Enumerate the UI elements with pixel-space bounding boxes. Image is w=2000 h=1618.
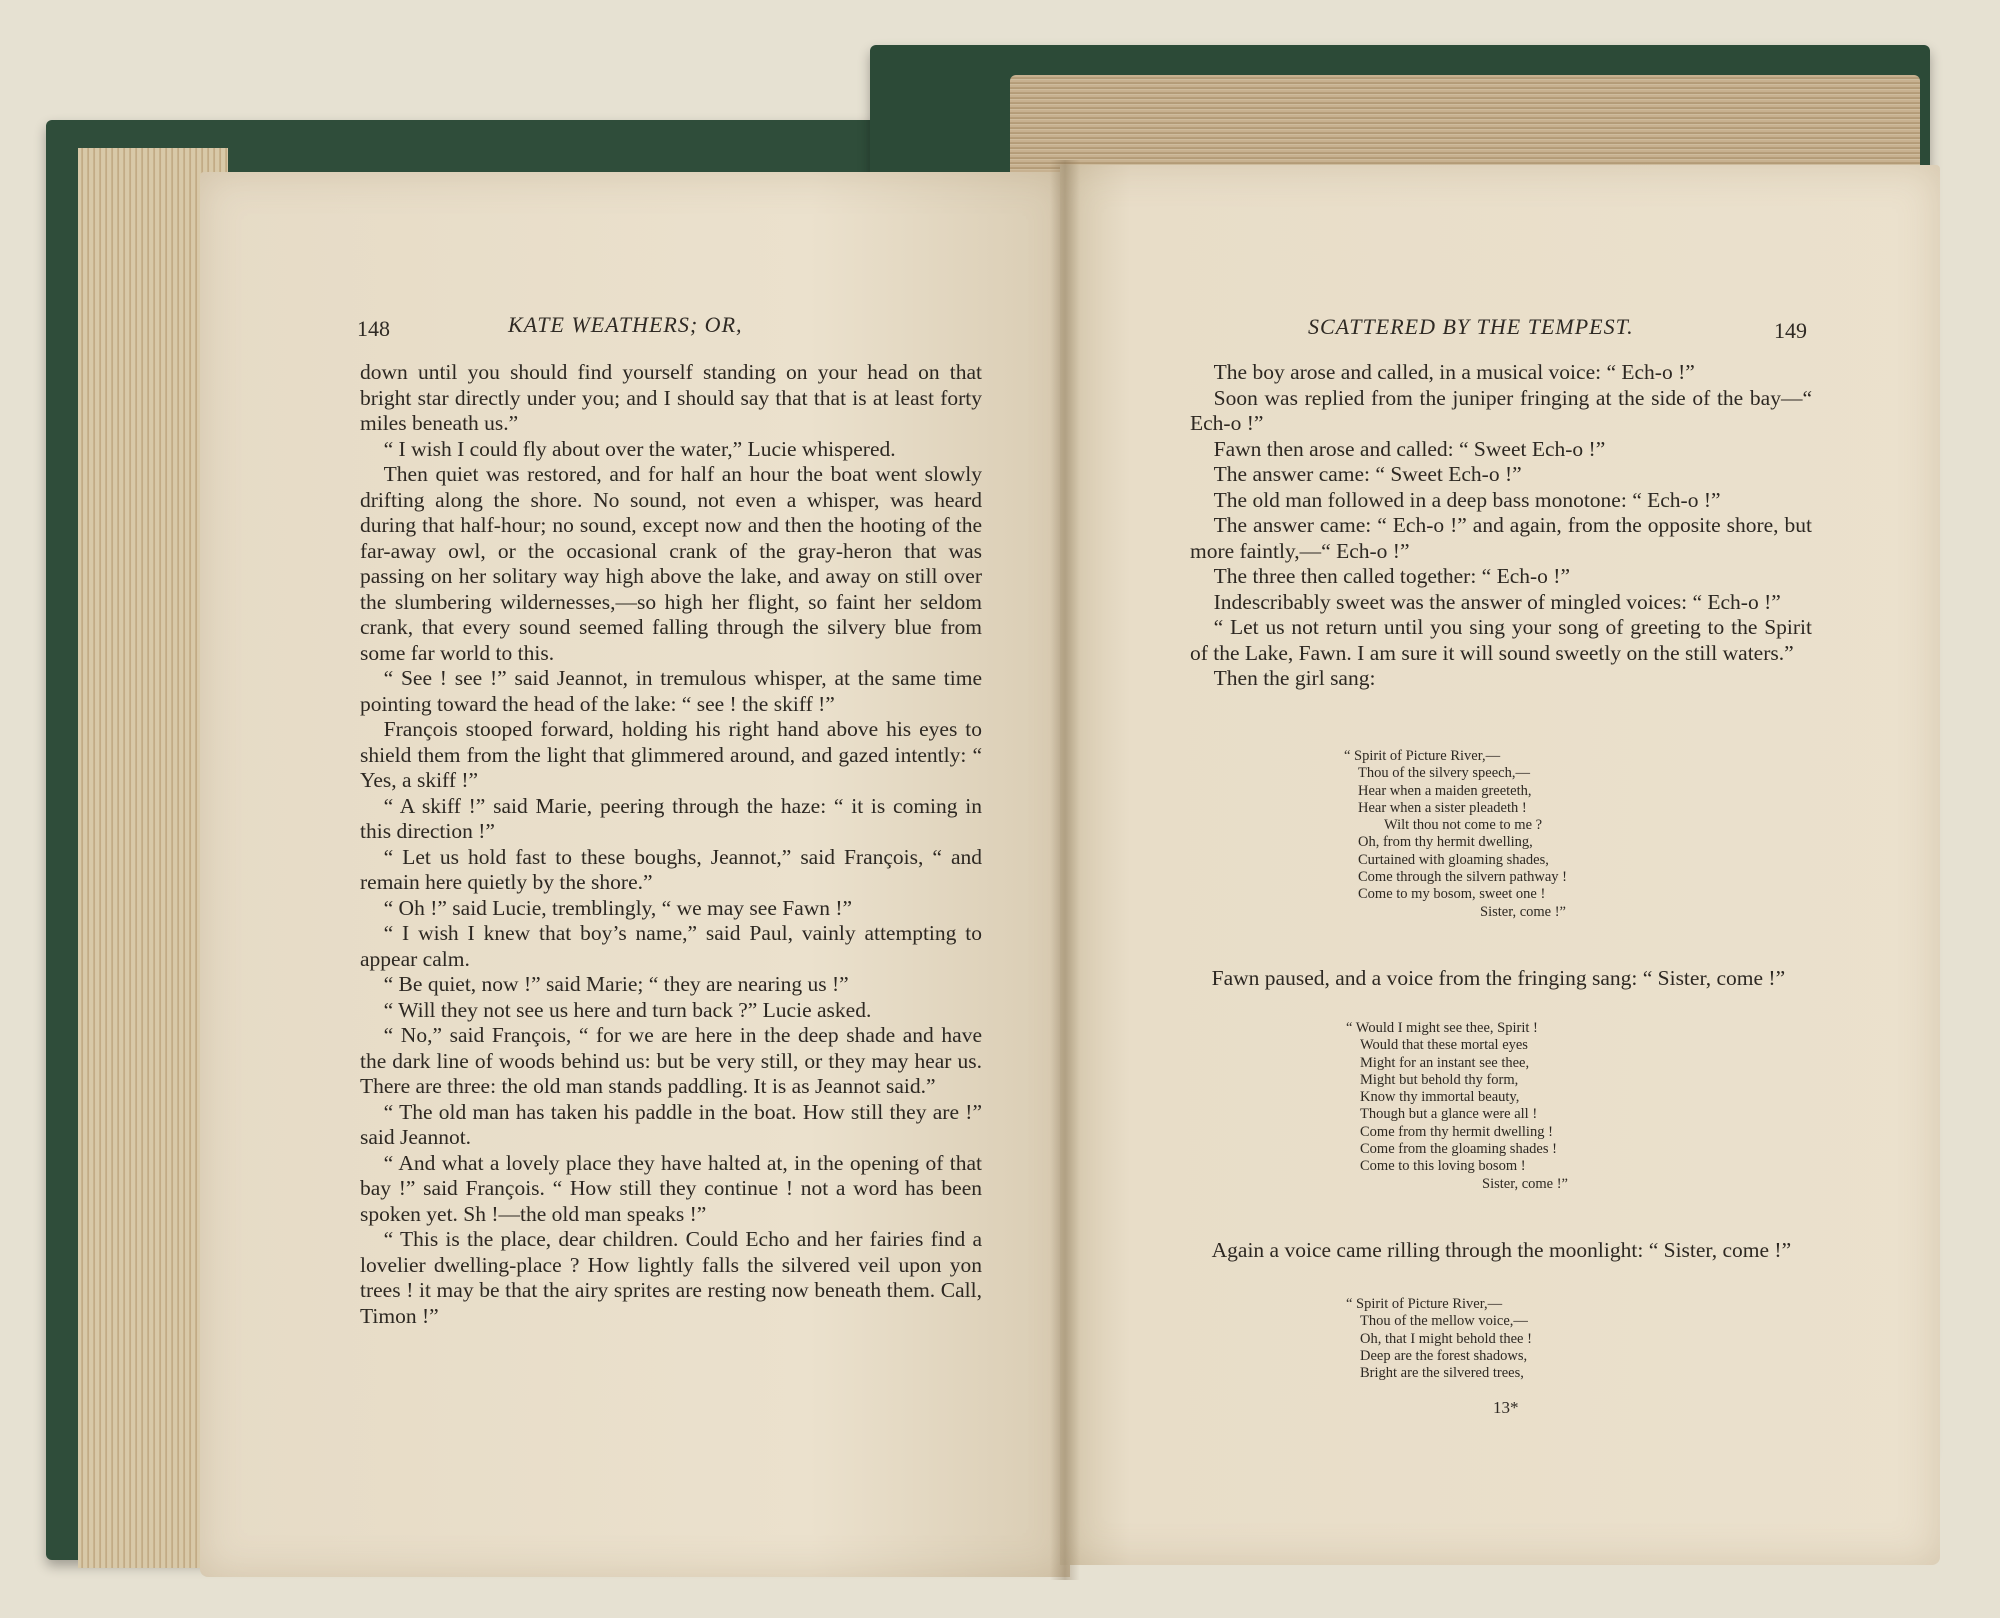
poem-line: Thou of the silvery speech,— <box>1358 765 1530 782</box>
paragraph: The boy arose and called, in a musical voice: “ Ech-o !” <box>1213 360 1695 384</box>
paragraph: “ Oh !” said Lucie, tremblingly, “ we may see Fawn !” <box>383 895 853 920</box>
paragraph: “ Will they not see us here and turn back ?” Lucie asked. <box>383 997 872 1022</box>
paragraph: “ A skiff !” said Marie, peering through the haze: “ it is coming in this direction !” <box>360 793 982 843</box>
paragraph: “ And what a lovely place they have halted at, in the opening of that bay !” said François. “ How still they continue ! not a word has been spoken yet. Sh !—the old man speaks !” <box>360 1150 982 1226</box>
right-running-head: SCATTERED BY THE TEMPEST. <box>1308 314 1634 339</box>
right-page-paragraph-lower <box>1188 1238 1812 1264</box>
poem-line: Bright are the silvered trees, <box>1360 1365 1524 1382</box>
poem-line: Hear when a maiden greeteth, <box>1358 782 1532 799</box>
book-gutter <box>1050 160 1080 1580</box>
paragraph: “ I wish I knew that boy’s name,” said Paul, vainly attempting to appear calm. <box>360 921 982 971</box>
paragraph: “ This is the place, dear children. Could Echo and her fairies find a lovelier dwelling-place ? How lightly falls the silvered veil upon yon trees ! it may be that the airy sprites are resting now beneath them. Call, Timon !” <box>360 1227 982 1328</box>
poem-stanza-1 <box>1344 748 1567 921</box>
paragraph: “ No,” said François, “ for we are here in the deep shade and have the dark line of woods behind us: but be very still, or they may hear us. There are three: the old man stands paddling. It is as Jeannot said.” <box>360 1023 982 1098</box>
poem-line: Oh, from thy hermit dwelling, <box>1358 834 1533 851</box>
poem-line: “ Would I might see thee, Spirit ! <box>1346 1020 1538 1036</box>
poem-line: Oh, that I might behold thee ! <box>1360 1330 1532 1347</box>
paragraph: The answer came: “ Ech-o !” and again, from the opposite shore, but more faintly,—“ Ech-o !” <box>1190 513 1812 563</box>
poem-line: Curtained with gloaming shades, <box>1358 851 1549 868</box>
right-page-number: 149 <box>1774 318 1807 343</box>
poem-stanza-3 <box>1346 1296 1532 1382</box>
page-edges-right <box>1010 75 1920 175</box>
poem-line: Wilt thou not come to me ? <box>1384 817 1543 834</box>
paragraph: Indescribably sweet was the answer of mingled voices: “ Ech-o !” <box>1213 589 1781 614</box>
paragraph: “ Let us hold fast to these boughs, Jeannot,” said François, “ and remain here quietly by the shore.” <box>360 844 982 894</box>
paragraph: down until you should find yourself standing on your head on that bright star directly under you; and I should say that that is at least forty miles beneath us.” <box>360 360 982 435</box>
paragraph: The three then called together: “ Ech-o !” <box>1213 564 1570 588</box>
poem-line: Might but behold thy form, <box>1360 1071 1519 1088</box>
poem-line: Hear when a sister pleadeth ! <box>1358 799 1527 816</box>
right-page-text-top <box>1190 360 1812 692</box>
poem-line: Come to this loving bosom ! <box>1360 1158 1526 1175</box>
paragraph: The old man followed in a deep bass monotone: “ Ech-o !” <box>1213 487 1721 512</box>
right-page-paragraph-middle <box>1188 966 1812 992</box>
paragraph: “ I wish I could fly about over the water,” Lucie whispered. <box>383 436 896 461</box>
poem-line: Deep are the forest shadows, <box>1360 1347 1528 1364</box>
poem-line: Sister, come !” <box>1482 1175 1568 1192</box>
paragraph: The answer came: “ Sweet Ech-o !” <box>1213 462 1522 486</box>
paragraph: “ See ! see !” said Jeannot, in tremulous whisper, at the same time pointing toward the head of the lake: “ see ! the skiff !” <box>360 666 982 716</box>
paragraph: Fawn then arose and called: “ Sweet Ech-o !” <box>1213 436 1606 461</box>
poem-line: Come through the silvern pathway ! <box>1358 869 1567 886</box>
poem-line: Might for an instant see thee, <box>1360 1054 1530 1071</box>
poem-stanza-2 <box>1346 1020 1568 1193</box>
left-page-number: 148 <box>357 316 390 341</box>
poem-line: “ Spirit of Picture River,— <box>1346 1296 1503 1312</box>
poem-line: Come from thy hermit dwelling ! <box>1360 1123 1553 1140</box>
left-running-head: KATE WEATHERS; OR, <box>508 312 743 337</box>
paragraph: Fawn paused, and a voice from the fringing sang: “ Sister, come !” <box>1211 966 1786 990</box>
paragraph: “ The old man has taken his paddle in the boat. How still they are !” said Jeannot. <box>360 1099 982 1149</box>
poem-line: Sister, come !” <box>1480 903 1566 920</box>
paragraph: François stooped forward, holding his right hand above his eyes to shield them from the light that glimmered around, and gazed intently: “ Yes, a skiff !” <box>360 717 982 792</box>
paragraph: “ Be quiet, now !” said Marie; “ they are nearing us !” <box>383 972 849 996</box>
paragraph: Then quiet was restored, and for half an hour the boat went slowly drifting along the shore. No sound, not even a whisper, was heard during that half-hour; no sound, except now and then the hooting of the far-away owl, or the occasional crank of the gray-heron that was passing on her solitary way high above the lake, and away on still over the slumbering wildernesses,—so high her flight, so faint her seldom crank, that every sound seemed falling through the silvery blue from some far world to this. <box>360 462 982 665</box>
signature-mark: 13* <box>1493 1398 1519 1417</box>
paragraph: Again a voice came rilling through the moonlight: “ Sister, come !” <box>1211 1238 1792 1262</box>
poem-line: Come from the gloaming shades ! <box>1360 1141 1557 1158</box>
paragraph: Then the girl sang: <box>1213 666 1376 690</box>
paragraph: Soon was replied from the juniper fringing at the side of the bay—“ Ech-o !” <box>1190 385 1812 435</box>
poem-line: Would that these mortal eyes <box>1360 1037 1528 1054</box>
poem-line: Though but a glance were all ! <box>1360 1106 1538 1123</box>
poem-line: Come to my bosom, sweet one ! <box>1358 886 1546 903</box>
poem-line: Thou of the mellow voice,— <box>1360 1313 1528 1330</box>
poem-line: “ Spirit of Picture River,— <box>1344 748 1501 764</box>
paragraph: “ Let us not return until you sing your song of greeting to the Spirit of the Lake, Fawn. I am sure it will sound sweetly on the still waters.” <box>1190 615 1812 665</box>
left-page-text <box>360 360 982 1329</box>
poem-line: Know thy immortal beauty, <box>1360 1089 1520 1106</box>
